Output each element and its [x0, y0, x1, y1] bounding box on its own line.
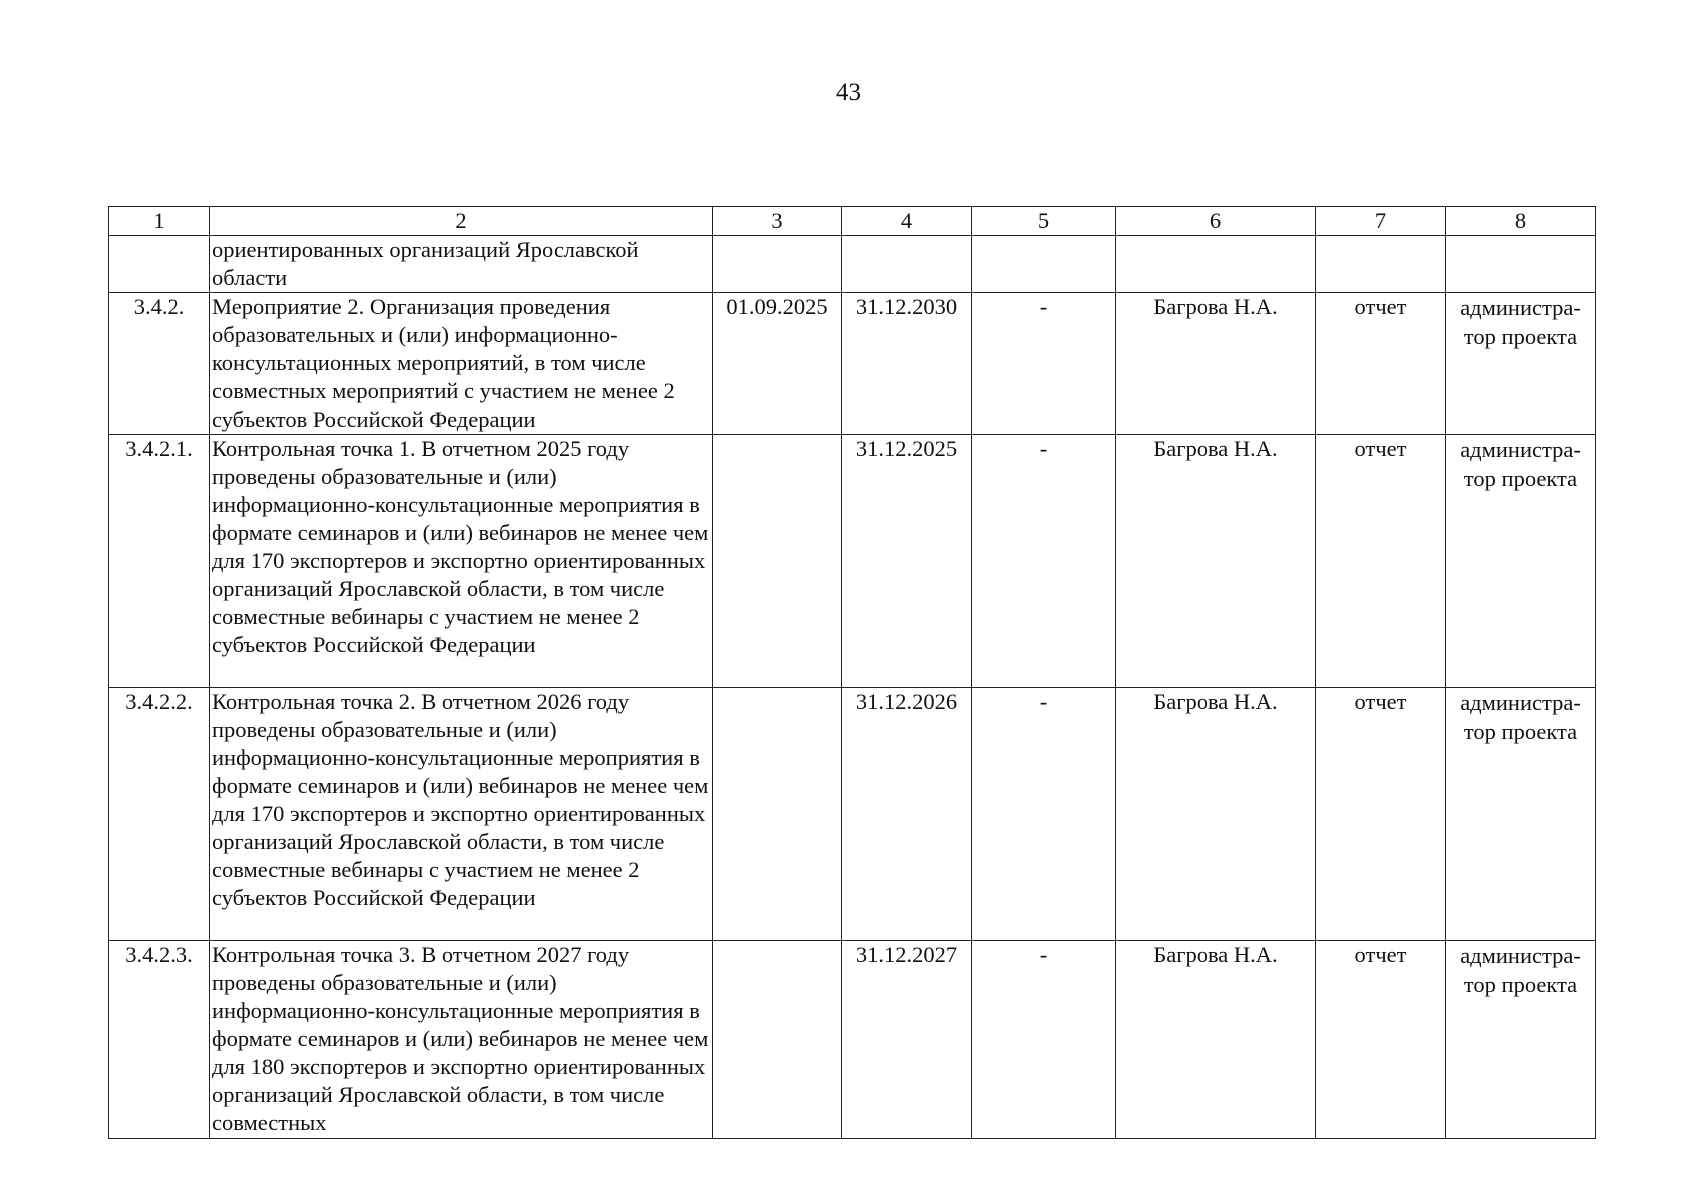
end-date: 31.12.2030 — [842, 293, 972, 434]
start-date: 01.09.2025 — [713, 293, 842, 434]
item-number: 3.4.2.1. — [109, 434, 210, 687]
start-date — [713, 940, 842, 1138]
result-type — [1316, 236, 1446, 293]
item-number: 3.4.2. — [109, 293, 210, 434]
table-row — [109, 293, 1596, 434]
responsible-role: администра-тор проекта — [1446, 687, 1596, 940]
table-row — [109, 940, 1596, 1138]
table-row — [109, 236, 1596, 293]
responsible-role — [1446, 236, 1596, 293]
dash-cell: - — [972, 434, 1116, 687]
item-description: Контрольная точка 3. В отчетном 2027 году проведены образовательные и (или) информационно-консультационные мероприятия в формате семинаров и (или) вебинаров не менее чем для 180 экспортеров и экспортно ориентированных организаций Ярославской области, в том числе совместных — [210, 940, 713, 1138]
responsible-person: Багрова Н.А. — [1116, 940, 1316, 1138]
item-number: 3.4.2.2. — [109, 687, 210, 940]
item-description: ориентированных организаций Ярославской области — [210, 236, 713, 293]
responsible-person — [1116, 236, 1316, 293]
page-number: 43 — [836, 79, 861, 106]
header-col-6: 6 — [1116, 207, 1316, 236]
end-date: 31.12.2027 — [842, 940, 972, 1138]
table-row — [109, 687, 1596, 940]
header-col-7: 7 — [1316, 207, 1446, 236]
plan-table — [108, 206, 1596, 1139]
item-number — [109, 236, 210, 293]
end-date — [842, 236, 972, 293]
dash-cell: - — [972, 940, 1116, 1138]
item-description: Контрольная точка 1. В отчетном 2025 году проведены образовательные и (или) информационно-консультационные мероприятия в формате семинаров и (или) вебинаров не менее чем для 170 экспортеров и экспортно ориентированных организаций Ярославской области, в том числе совместные вебинары с участием не менее 2 субъектов Российской Федерации — [210, 434, 713, 687]
header-col-5: 5 — [972, 207, 1116, 236]
responsible-role: администра-тор проекта — [1446, 293, 1596, 434]
result-type: отчет — [1316, 687, 1446, 940]
item-description: Мероприятие 2. Организация проведения образовательных и (или) информационно-консультационных мероприятий, в том числе совместных мероприятий с участием не менее 2 субъектов Российской Федерации — [210, 293, 713, 434]
end-date: 31.12.2025 — [842, 434, 972, 687]
result-type: отчет — [1316, 434, 1446, 687]
end-date: 31.12.2026 — [842, 687, 972, 940]
result-type: отчет — [1316, 293, 1446, 434]
item-number: 3.4.2.3. — [109, 940, 210, 1138]
responsible-role: администра-тор проекта — [1446, 434, 1596, 687]
start-date — [713, 236, 842, 293]
table-row — [109, 434, 1596, 687]
responsible-person: Багрова Н.А. — [1116, 293, 1316, 434]
responsible-person: Багрова Н.А. — [1116, 687, 1316, 940]
header-col-1: 1 — [109, 207, 210, 236]
responsible-role: администра-тор проекта — [1446, 940, 1596, 1138]
item-description: Контрольная точка 2. В отчетном 2026 году проведены образовательные и (или) информационно-консультационные мероприятия в формате семинаров и (или) вебинаров не менее чем для 170 экспортеров и экспортно ориентированных организаций Ярославской области, в том числе совместные вебинары с участием не менее 2 субъектов Российской Федерации — [210, 687, 713, 940]
start-date — [713, 434, 842, 687]
result-type: отчет — [1316, 940, 1446, 1138]
responsible-person: Багрова Н.А. — [1116, 434, 1316, 687]
header-row — [109, 207, 1596, 236]
header-col-3: 3 — [713, 207, 842, 236]
dash-cell — [972, 236, 1116, 293]
header-col-8: 8 — [1446, 207, 1596, 236]
header-col-2: 2 — [210, 207, 713, 236]
dash-cell: - — [972, 293, 1116, 434]
dash-cell: - — [972, 687, 1116, 940]
start-date — [713, 687, 842, 940]
header-col-4: 4 — [842, 207, 972, 236]
